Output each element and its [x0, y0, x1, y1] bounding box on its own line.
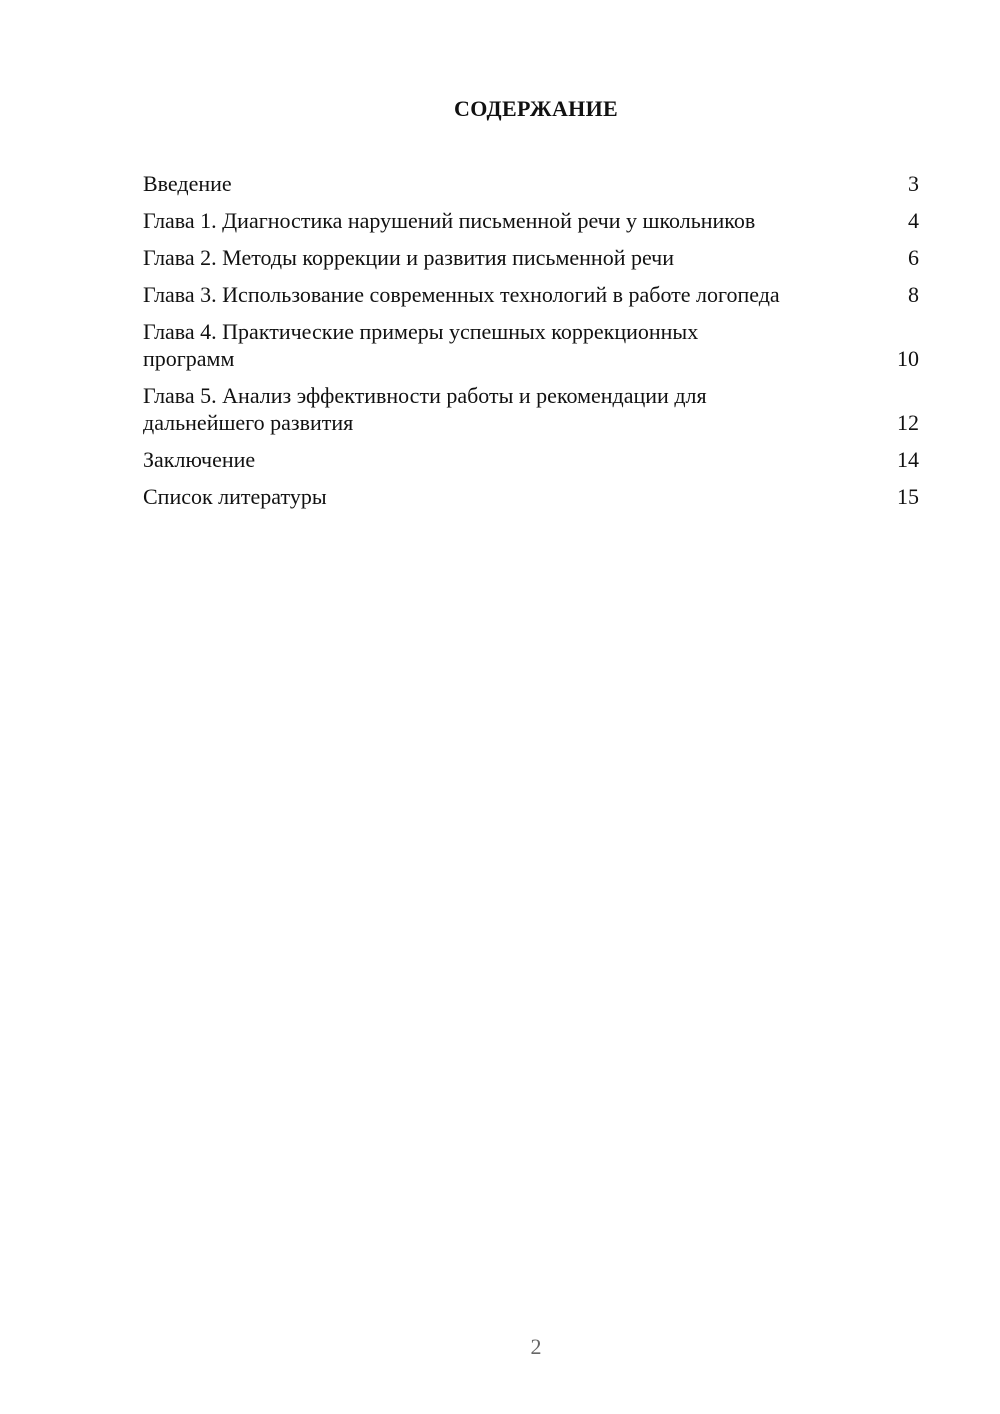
- toc-entry-page: 8: [908, 282, 919, 307]
- toc-entry-label: Список литературы: [143, 484, 327, 509]
- toc-entry-label: Глава 2. Методы коррекции и развития письменной речи: [143, 245, 675, 270]
- toc-entry: [143, 446, 919, 473]
- toc-entry-label: Введение: [143, 171, 232, 196]
- toc-entry-page: 12: [897, 410, 919, 435]
- toc-entry-page: 4: [908, 208, 919, 233]
- toc-entry-page: 3: [908, 171, 919, 196]
- toc-entry: [143, 281, 919, 308]
- toc-entry-label: Глава 1. Диагностика нарушений письменной речи у школьников: [143, 208, 756, 233]
- toc-entry: [143, 318, 919, 372]
- page-number: 2: [530, 1334, 542, 1359]
- table-of-contents: [143, 170, 919, 520]
- toc-entry-page: 10: [897, 346, 919, 371]
- toc-entry-page: 15: [897, 484, 919, 509]
- toc-entry-label: Заключение: [143, 447, 256, 472]
- toc-entry: [143, 207, 919, 234]
- toc-entry-page: 14: [897, 447, 919, 472]
- toc-entry: [143, 244, 919, 271]
- page-title: СОДЕРЖАНИЕ: [454, 96, 618, 121]
- toc-entry-label: Глава 3. Использование современных технологий в работе логопеда: [143, 282, 780, 307]
- toc-entry-label: Глава 5. Анализ эффективности работы и рекомендации для дальнейшего развития: [143, 383, 707, 435]
- toc-entry: [143, 170, 919, 197]
- toc-entry: [143, 382, 919, 436]
- toc-entry-label: Глава 4. Практические примеры успешных коррекционных программ: [143, 319, 699, 371]
- toc-entry-page: 6: [908, 245, 919, 270]
- toc-entry: [143, 483, 919, 510]
